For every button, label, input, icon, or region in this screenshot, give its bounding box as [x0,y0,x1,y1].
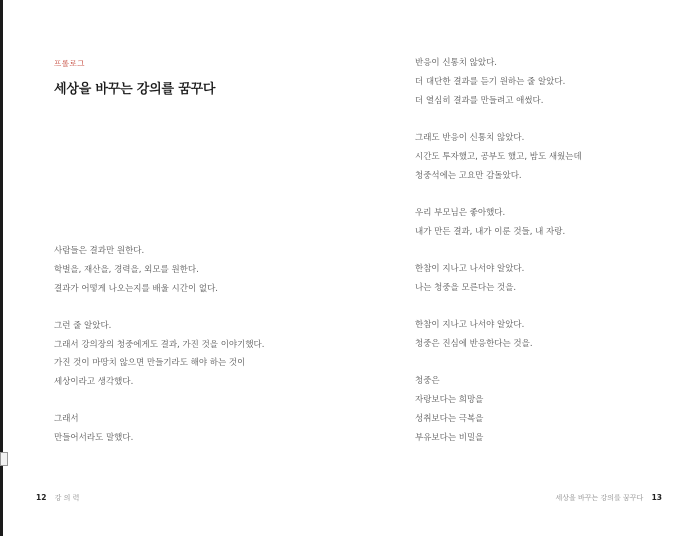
body-line: 내가 만든 결과, 내가 이룬 것들, 내 자랑. [415,227,566,237]
body-line: 성취보다는 극복을 [415,414,484,424]
body-line: 우리 부모님은 좋아했다. [415,208,506,218]
body-line: 그래서 강의장의 청중에게도 결과, 가진 것을 이야기했다. [54,340,265,350]
page-number: 12 [36,493,47,502]
body-line: 그래서 [54,414,79,424]
body-line: 더 열심히 결과를 만들려고 애썼다. [415,96,544,106]
body-line: 만들어서라도 말했다. [54,433,134,443]
body-line: 그런 줄 알았다. [54,321,112,331]
left-folio [36,493,79,503]
body-line: 나는 청중을 모른다는 것을. [415,283,517,293]
body-line: 자랑보다는 희망을 [415,395,484,405]
body-line: 청중은 진심에 반응한다는 것을. [415,339,533,349]
chapter-title: 세상을 바꾸는 강의를 꿈꾸다 [54,82,216,97]
body-line: 사람들은 결과만 원한다. [54,246,145,256]
right-folio [556,493,663,503]
running-title: 세상을 바꾸는 강의를 꿈꾸다 [555,494,644,502]
body-line: 한참이 지나고 나서야 알았다. [415,320,525,330]
body-line: 가진 것이 마땅치 않으면 만들기라도 해야 하는 것이 [54,358,246,368]
chapter-label: 프롤로그 [54,59,85,68]
body-line: 반응이 신통치 않았다. [415,58,498,68]
body-line: 시간도 투자했고, 공부도 했고, 밤도 새웠는데 [415,152,582,162]
body-line: 한참이 지나고 나서야 알았다. [415,264,525,274]
body-line: 학벌을, 재산을, 경력을, 외모를 원한다. [54,265,199,275]
running-author: 강 의 력 [54,494,80,502]
body-line: 그래도 반응이 신통치 않았다. [415,133,525,143]
body-line: 부유보다는 비밀을 [415,433,484,443]
body-line: 청중석에는 고요만 감돌았다. [415,171,522,181]
body-line: 결과가 어떻게 나오는지를 배울 시간이 없다. [54,284,219,294]
body-line: 세상이라고 생각했다. [54,377,134,387]
body-line: 청중은 [415,376,440,386]
body-line: 더 대단한 결과를 듣기 원하는 줄 알았다. [415,77,566,87]
page-number: 13 [651,493,662,502]
right-page [350,0,700,536]
